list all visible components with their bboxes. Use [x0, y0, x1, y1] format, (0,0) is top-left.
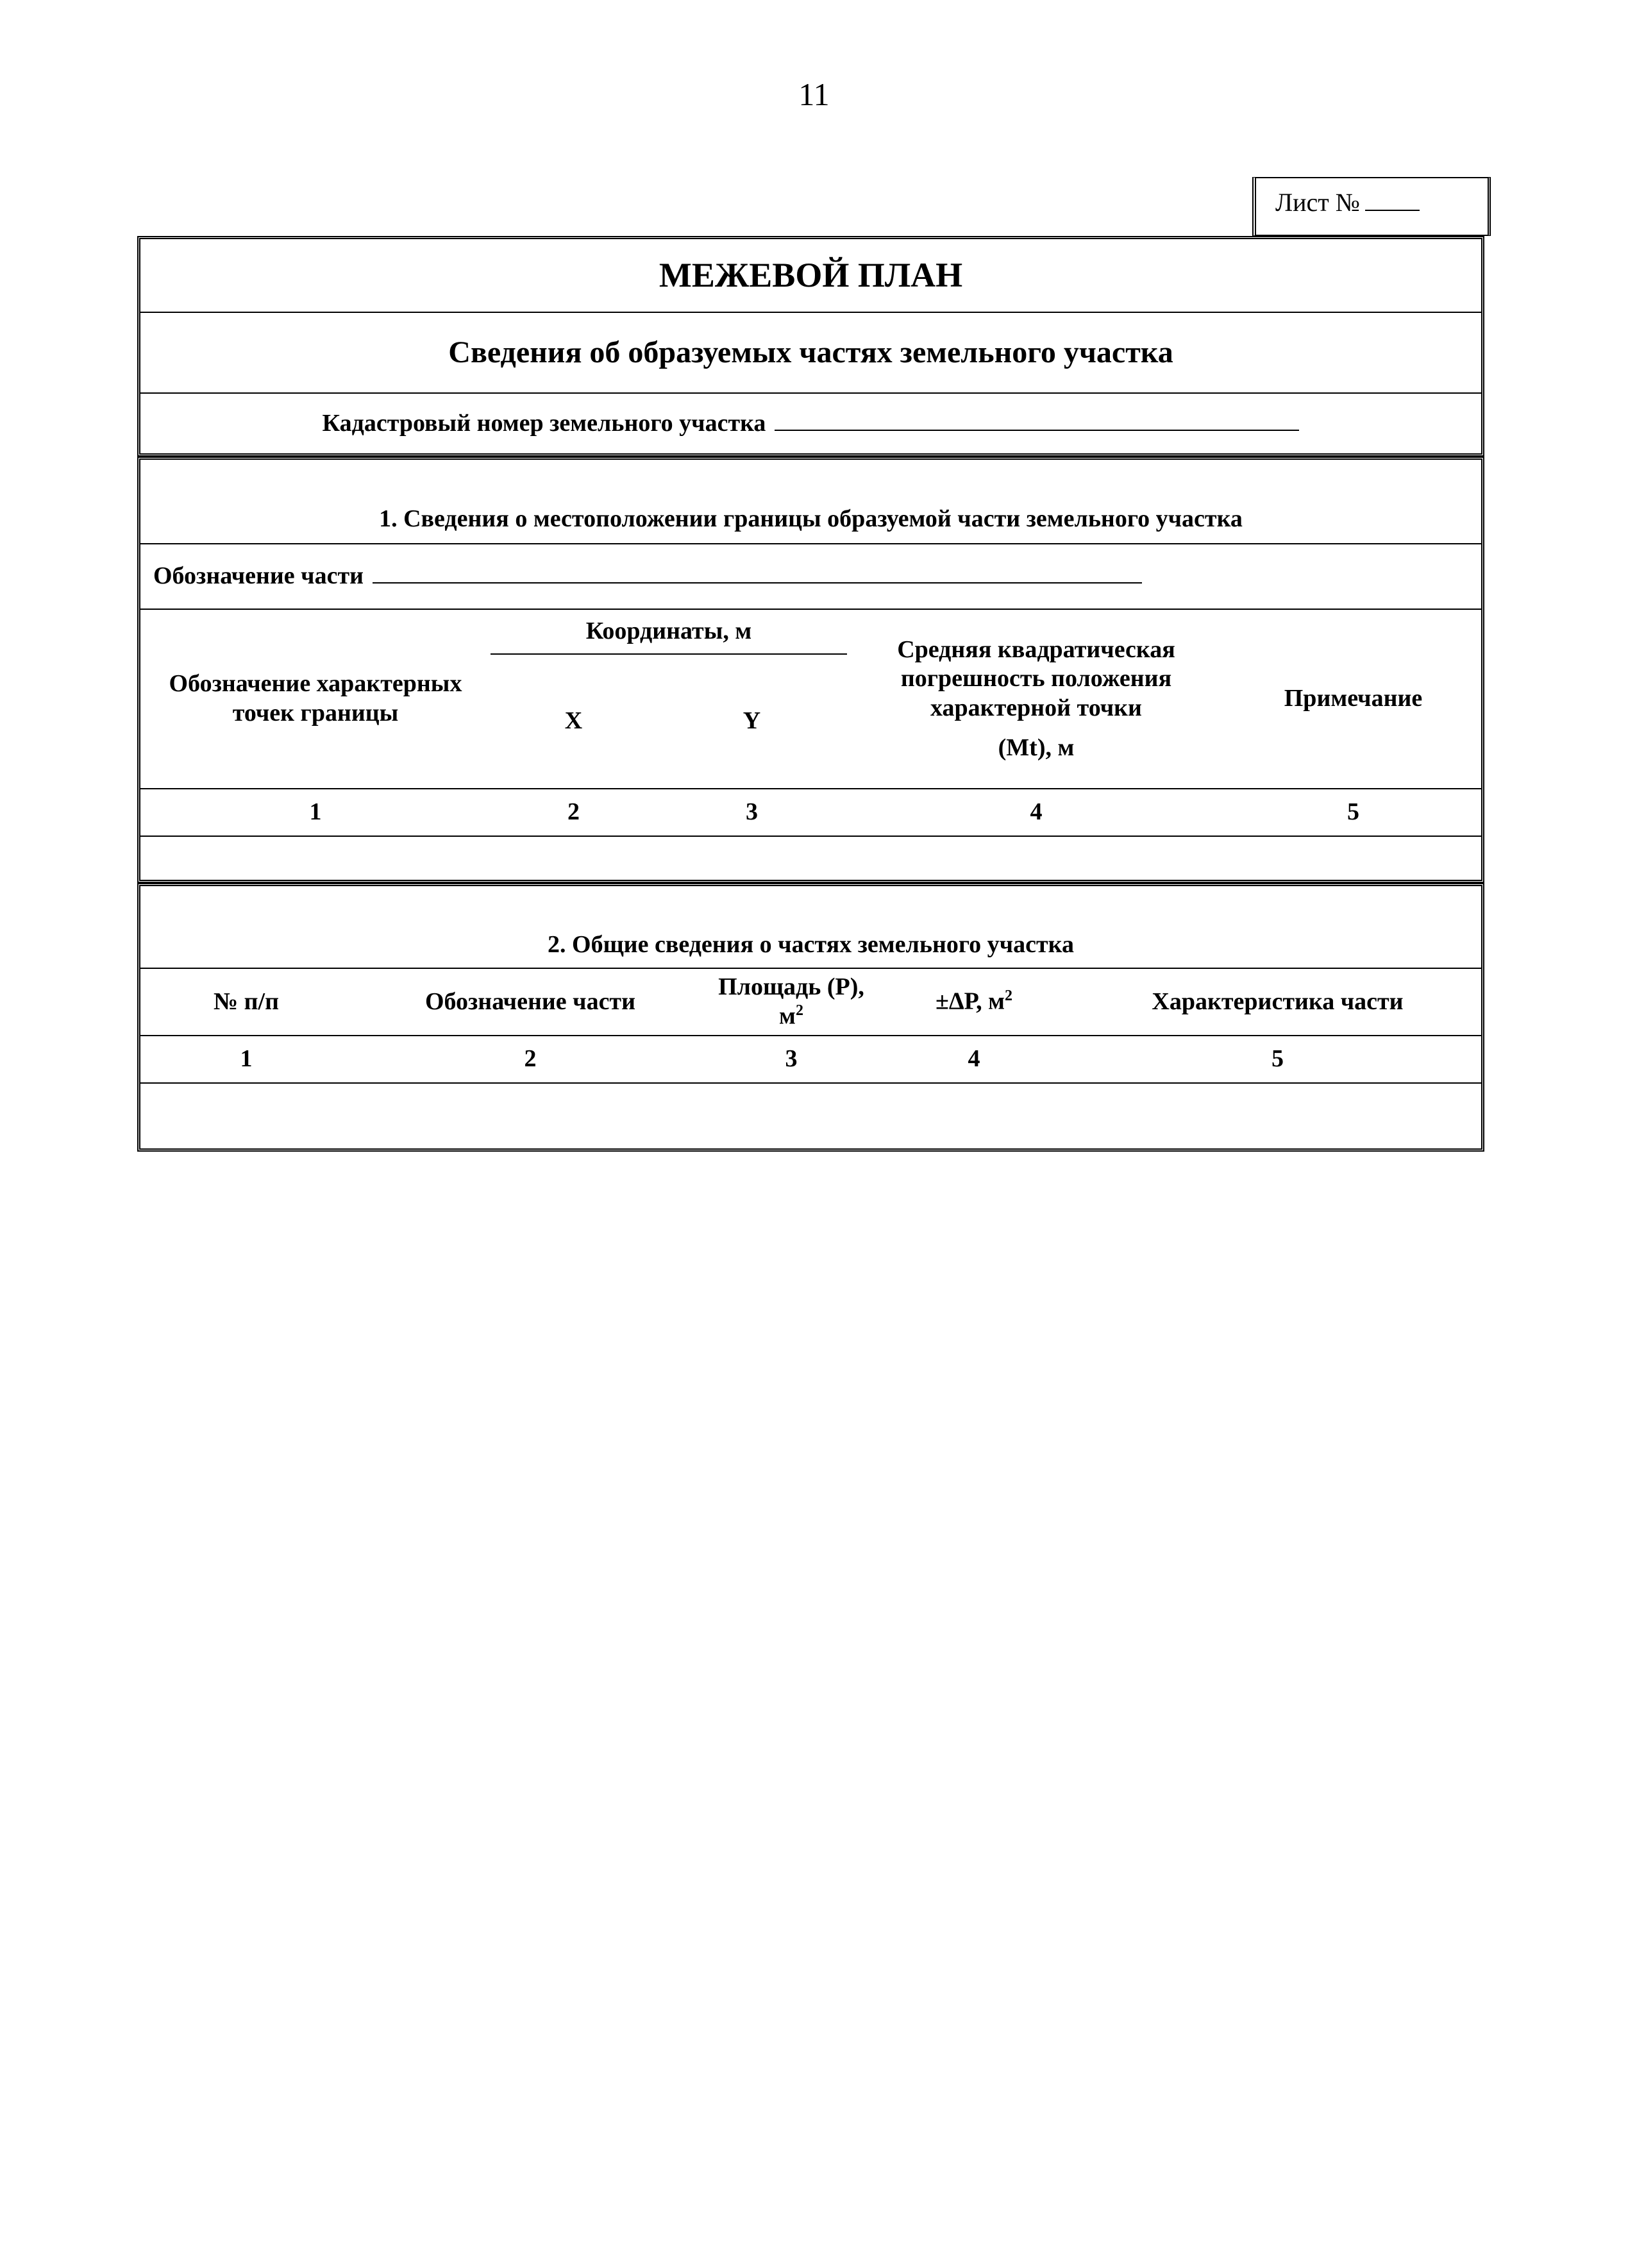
empty-cell	[140, 1083, 352, 1148]
empty-cell	[874, 1083, 1074, 1148]
section2-title: 2. Общие сведения о частях земельного участка	[140, 886, 1481, 968]
header-note: Примечание	[1225, 609, 1481, 789]
empty-cell	[1074, 1083, 1481, 1148]
col-number-5: 5	[1225, 789, 1481, 836]
cadastral-number-label: Кадастровый номер земельного участка	[322, 409, 766, 437]
header-delta-text: ±ΔР, м	[935, 988, 1005, 1016]
document-subtitle: Сведения об образуемых частях земельного участка	[140, 312, 1481, 393]
empty-cell	[352, 1083, 709, 1148]
header-points: Обозначение характерных точек границы	[140, 609, 491, 789]
section2-block	[137, 883, 1484, 1152]
header-mean-error	[847, 609, 1225, 789]
header-coordinates: Координаты, м	[491, 609, 847, 654]
col-number-3: 3	[657, 789, 847, 836]
header-x: X	[491, 654, 657, 789]
col-number-2: 2	[352, 1036, 709, 1083]
header-area	[709, 968, 874, 1036]
header-area-text: Площадь (Р), м	[718, 973, 864, 1030]
empty-cell	[657, 836, 847, 880]
header-block	[137, 236, 1484, 457]
cadastral-number-blank	[775, 410, 1299, 431]
col-number-1: 1	[140, 1036, 352, 1083]
col-number-3: 3	[709, 1036, 874, 1083]
header-area-sup: 2	[795, 1002, 803, 1020]
section1-block	[137, 457, 1484, 883]
header-row-number: № п/п	[140, 968, 352, 1036]
header-characteristic: Характеристика части	[1074, 968, 1481, 1036]
header-delta	[874, 968, 1074, 1036]
sheet-number-label: Лист №	[1275, 188, 1360, 217]
empty-cell	[1225, 836, 1481, 880]
part-designation-row	[140, 544, 1481, 609]
page-number: 11	[798, 76, 830, 112]
header-part-designation: Обозначение части	[352, 968, 709, 1036]
empty-cell	[491, 836, 657, 880]
col-number-1: 1	[140, 789, 491, 836]
header-delta-sup: 2	[1005, 987, 1013, 1005]
cadastral-number-row	[140, 393, 1481, 453]
part-designation-blank	[373, 563, 1142, 584]
col-number-5: 5	[1074, 1036, 1481, 1083]
header-mean-error-unit: (Mt), м	[998, 734, 1075, 761]
header-y: Y	[657, 654, 847, 789]
empty-cell	[709, 1083, 874, 1148]
col-number-4: 4	[847, 789, 1225, 836]
document-title: МЕЖЕВОЙ ПЛАН	[140, 239, 1481, 312]
header-mean-error-text: Средняя квадратическая погрешность положения характерной точки	[897, 635, 1175, 721]
col-number-2: 2	[491, 789, 657, 836]
sheet-number-blank	[1365, 189, 1420, 211]
section1-title: 1. Сведения о местоположении границы образуемой части земельного участка	[140, 460, 1481, 544]
empty-cell	[847, 836, 1225, 880]
part-designation-label: Обозначение части	[153, 562, 364, 590]
empty-cell	[140, 836, 491, 880]
sheet-number-box	[1252, 177, 1491, 236]
col-number-4: 4	[874, 1036, 1074, 1083]
